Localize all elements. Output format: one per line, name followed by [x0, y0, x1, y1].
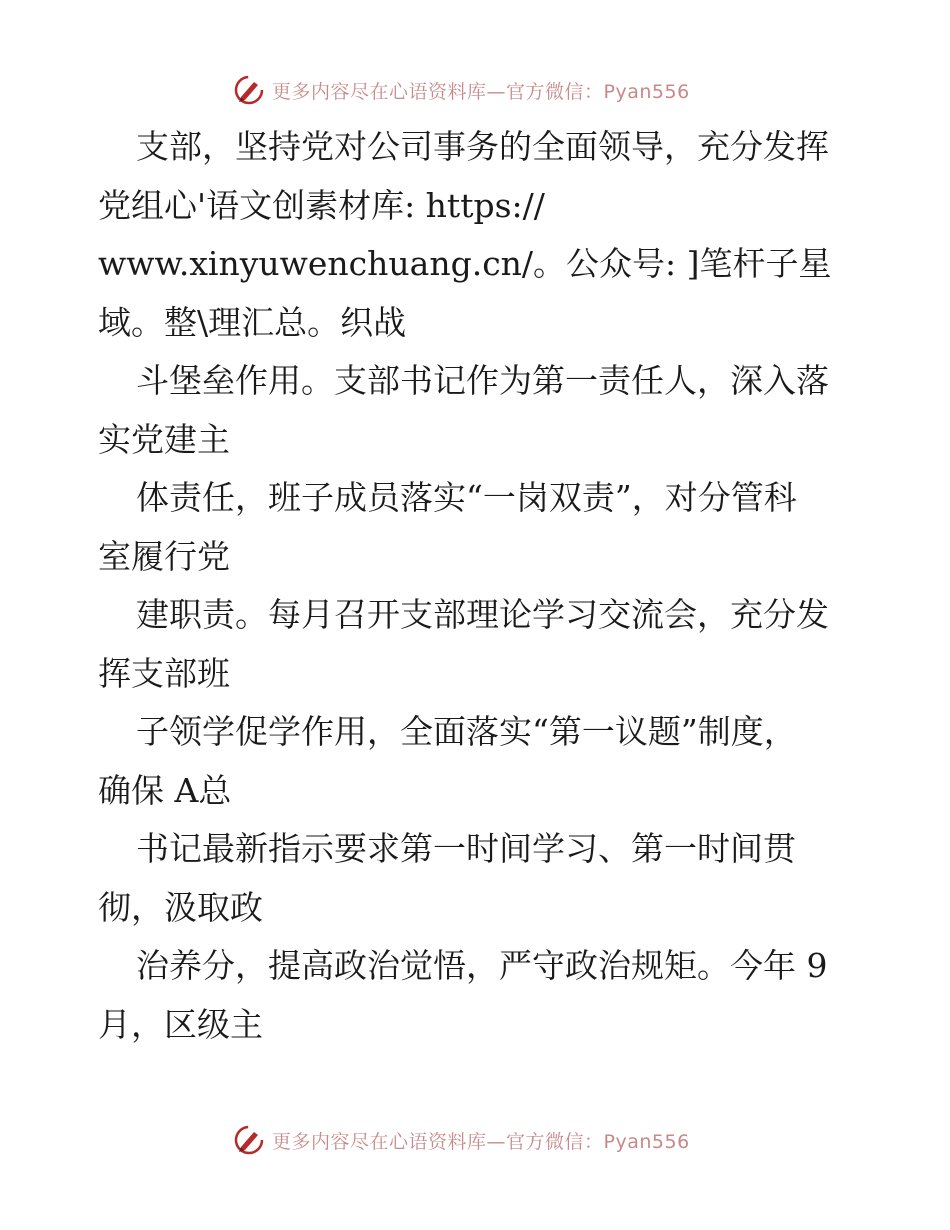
watermark-text: 更多内容尽在心语资料库—官方微信：Pyan556 — [272, 80, 690, 103]
text-line: 书记最新指示要求第一时间学习、第一时间贯 — [136, 829, 796, 868]
text-line: 实党建主 — [98, 419, 230, 459]
pen-logo-icon — [232, 73, 266, 107]
text-line: 彻，汲取政 — [98, 887, 263, 927]
text-line: www.xinyuwenchuang.cn/。公众号: ]笔杆子星 — [98, 244, 832, 283]
text-line: 室履行党 — [98, 536, 230, 576]
document-body — [98, 118, 878, 1054]
header-watermark — [232, 72, 690, 108]
text-line: 斗堡垒作用。支部书记作为第一责任人，深入落 — [136, 361, 829, 400]
footer-watermark — [232, 1122, 690, 1158]
text-line: 挥支部班 — [98, 653, 230, 693]
text-line: 月，区级主 — [98, 1004, 263, 1044]
text-line: 支部，坚持党对公司事务的全面领导，充分发挥 — [136, 127, 829, 166]
pen-logo-icon — [232, 1123, 266, 1157]
text-line: 子领学促学作用，全面落实“第一议题”制度， — [136, 712, 797, 751]
text-line: 建职责。每月召开支部理论学习交流会，充分发 — [136, 595, 829, 634]
text-line: 域。整\理汇总。织战 — [98, 302, 407, 342]
text-line: 党组心'语文创素材库: https:// — [98, 185, 545, 225]
watermark-text: 更多内容尽在心语资料库—官方微信：Pyan556 — [272, 1130, 690, 1153]
text-line: 体责任，班子成员落实“一岗双责”，对分管科 — [136, 478, 797, 517]
text-line: 确保 A总 — [98, 770, 232, 810]
text-line: 治养分，提高政治觉悟，严守政治规矩。今年 9 — [136, 946, 828, 985]
